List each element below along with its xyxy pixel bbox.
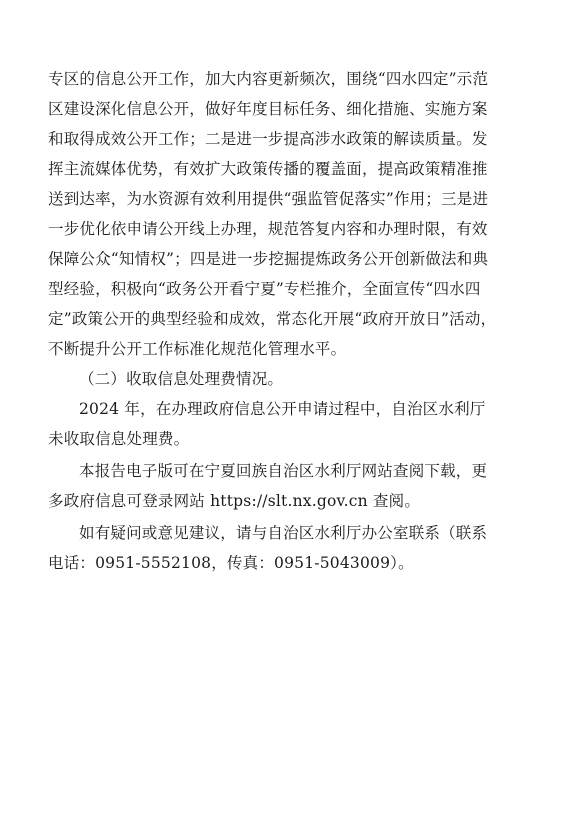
text-line: 电话：0951-5552108，传真：0951-5043009）。 (48, 554, 414, 572)
text-line: 保障公众“知情权”；四是进一步挖掘提炼政务公开创新做法和典 (48, 250, 489, 268)
text-line: 区建设深化信息公开，做好年度目标任务、细化措施、实施方案 (48, 100, 488, 118)
text-line: 如有疑问或意见建议，请与自治区水利厅办公室联系（联系 (79, 524, 488, 542)
text-line: 多政府信息可登录网站 https://slt.nx.gov.cn 查阅。 (48, 492, 421, 510)
text-line: 专区的信息公开工作，加大内容更新频次，围绕“四水四定”示范 (48, 70, 489, 88)
text-line: 挥主流媒体优势，有效扩大政策传播的覆盖面，提高政策精准推 (48, 160, 488, 178)
section-heading: （二）收取信息处理费情况。 (79, 370, 284, 388)
text-line: 未收取信息处理费。 (48, 430, 190, 448)
text-line: 和取得成效公开工作；二是进一步提高涉水政策的解读质量。发 (48, 130, 488, 148)
text-line: 型经验，积极向“政务公开看宁夏”专栏推介，全面宣传“四水四 (48, 280, 481, 298)
text-line: 送到达率，为水资源有效利用提供“强监管促落实”作用；三是进 (48, 190, 489, 208)
text-line: 定”政策公开的典型经验和成效，常态化开展“政府开放日”活动， (48, 310, 497, 328)
text-line: 不断提升公开工作标准化规范化管理水平。 (48, 340, 347, 358)
text-line: 2024 年，在办理政府信息公开申请过程中，自治区水利厅 (79, 400, 486, 418)
text-line: 本报告电子版可在宁夏回族自治区水利厅网站查阅下载，更 (79, 462, 488, 480)
text-line: 一步优化依申请公开线上办理，规范答复内容和办理时限，有效 (48, 220, 488, 238)
